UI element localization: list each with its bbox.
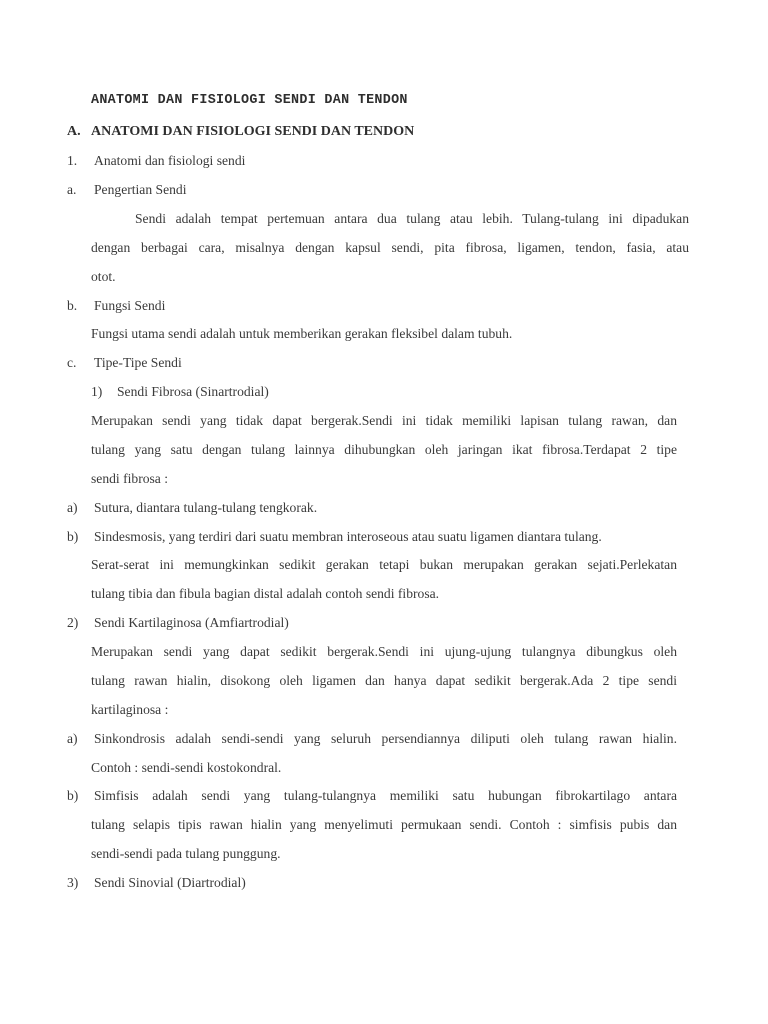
paragraph-line: sendi fibrosa : <box>91 471 169 486</box>
sub-1-marker: 1) <box>91 384 103 399</box>
paragraph-line: kartilaginosa : <box>91 702 169 717</box>
kart-b-marker: b) <box>67 788 79 803</box>
list-item: Simfisis adalah sendi yang tulang-tulangnya memiliki satu hubungan fibrokartilago antara <box>94 788 677 803</box>
list-item: Sutura, diantara tulang-tulang tengkorak. <box>94 500 318 515</box>
paragraph-line: tulang tibia dan fibula bagian distal adalah contoh sendi fibrosa. <box>91 586 440 601</box>
paragraph-line: Contoh : sendi-sendi kostokondral. <box>91 760 282 775</box>
sub-1-heading: Sendi Fibrosa (Sinartrodial) <box>117 384 269 399</box>
paragraph-line: Sendi adalah tempat pertemuan antara dua tulang atau lebih. Tulang-tulang ini dipadukan <box>135 211 689 226</box>
list-item: Sinkondrosis adalah sendi-sendi yang seluruh persendiannya diliputi oleh tulang rawan hialin. <box>94 731 677 746</box>
paragraph-line: Serat-serat ini memungkinkan sedikit gerakan tetapi bukan merupakan gerakan sejati.Perlekatan <box>91 557 677 572</box>
sub-3-heading: Sendi Sinovial (Diartrodial) <box>94 875 246 890</box>
item-b-marker: b. <box>67 298 78 313</box>
item-c-heading: Tipe-Tipe Sendi <box>94 355 182 370</box>
item-a-heading: Pengertian Sendi <box>94 182 187 197</box>
paragraph-line: dengan berbagai cara, misalnya dengan kapsul sendi, pita fibrosa, ligamen, tendon, fasia, atau <box>91 240 689 255</box>
item-1-heading: Anatomi dan fisiologi sendi <box>94 153 246 168</box>
fibrosa-a-marker: a) <box>67 500 78 515</box>
item-c-marker: c. <box>67 355 77 370</box>
paragraph-line: Merupakan sendi yang tidak dapat bergerak.Sendi ini tidak memiliki lapisan tulang rawan, dan <box>91 413 677 428</box>
paragraph-line: Fungsi utama sendi adalah untuk memberikan gerakan fleksibel dalam tubuh. <box>91 326 513 341</box>
section-a-heading: ANATOMI DAN FISIOLOGI SENDI DAN TENDON <box>91 124 415 139</box>
paragraph-line: otot. <box>91 269 116 284</box>
kart-a-marker: a) <box>67 731 78 746</box>
sub-2-marker: 2) <box>67 615 79 630</box>
item-a-marker: a. <box>67 182 77 197</box>
paragraph-line: tulang yang satu dengan tulang lainnya dihubungkan oleh jaringan ikat fibrosa.Terdapat 2 tipe <box>91 442 677 457</box>
fibrosa-b-marker: b) <box>67 529 79 544</box>
sub-3-marker: 3) <box>67 875 79 890</box>
item-b-heading: Fungsi Sendi <box>94 298 166 313</box>
list-item: Sindesmosis, yang terdiri dari suatu membran interoseous atau suatu ligamen diantara tulang. <box>94 529 602 544</box>
section-a-marker: A. <box>67 124 81 139</box>
item-1-marker: 1. <box>67 153 78 168</box>
paragraph-line: tulang selapis tipis rawan hialin yang menyelimuti permukaan sendi. Contoh : simfisis pubis dan <box>91 817 677 832</box>
paragraph-line: Merupakan sendi yang dapat sedikit bergerak.Sendi ini ujung-ujung tulangnya dibungkus oleh <box>91 644 677 659</box>
paragraph-line: tulang rawan hialin, disokong oleh ligamen dan hanya dapat sedikit bergerak.Ada 2 tipe sendi <box>91 673 677 688</box>
paragraph-line: sendi-sendi pada tulang punggung. <box>91 846 281 861</box>
sub-2-heading: Sendi Kartilaginosa (Amfiartrodial) <box>94 615 289 630</box>
document-title: ANATOMI DAN FISIOLOGI SENDI DAN TENDON <box>91 93 408 108</box>
